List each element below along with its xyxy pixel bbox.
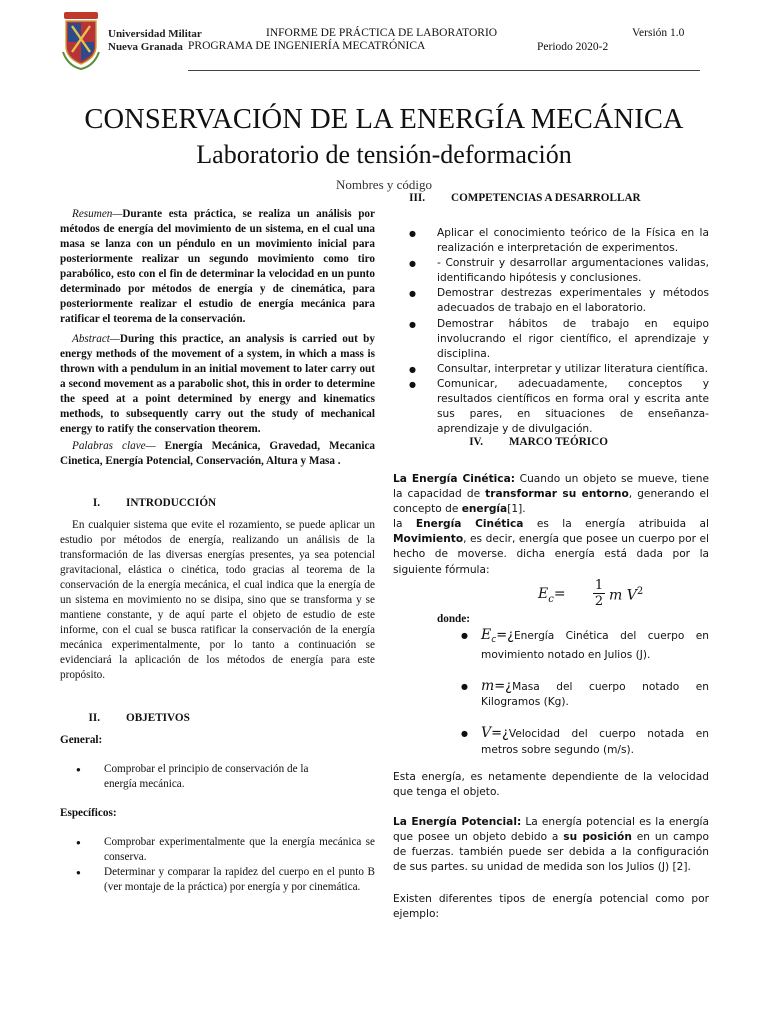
definition-item [437,628,709,663]
definition-mark: =¿ [491,726,509,742]
formula-rhs: m V [609,587,637,604]
section-heading-introduccion [60,497,375,509]
period-label: Periodo 2020-2 [537,41,609,53]
formula-numerator: 1 [594,578,604,593]
list-item: ● Aplicar el conocimiento teórico de la Física en la realización e interpretación de experimentos. [393,226,709,256]
kinetic-emphasis: Energía Cinética [415,518,524,531]
logo-banner [64,12,98,19]
potential-types-paragraph: Existen diferentes tipos de energía potencial como por ejemplo: [393,893,709,921]
kinetic-text: es la energía atribuida al [523,518,709,531]
abstract-paragraph [60,332,375,437]
introduccion-text: En cualquier sistema que evite el rozamiento, se puede aplicar un estudio por métodos de energía, realizando un análisis de la transformación de las diversas energías presentes, ya sea potencial gravitacional, elástica o cinética, todo gracias al teorema de la conservación de la energía mecánica, el cual indica que la energía de un sistema en movimiento no se disipa, sino que se transforma y se mantiene constante, y de aquí parte el objeto de estudio de este informe, con el cual se busca ratificar la conservación de la energía mecánica experimentalmente, por lo tanto a continuación se evidenciará la aplicación de los métodos de energía para este propósito. [60,519,375,681]
university-name-line2: Nueva Granada [108,41,183,53]
kinetic-paragraph [393,472,709,578]
university-name-line1: Universidad Militar [108,28,202,40]
objetivos-block [60,733,375,895]
competencias-list [393,226,709,437]
list-item: ● Demostrar hábitos de trabajo en equipo involucrando el rigor científico, el aprendizaje y disciplina. [393,317,709,362]
general-label: General: [60,734,103,746]
resumen-dash: — [112,208,123,220]
resumen-paragraph [60,207,375,327]
formula-exponent: 2 [636,586,644,597]
competencias-block [393,226,709,437]
kinetic-citation: [1]. [507,503,526,516]
kinetic-emphasis: Movimiento [393,533,464,546]
especificos-list [60,835,375,895]
formula-denominator: 2 [594,594,604,609]
formula-subscript: c [548,593,554,605]
definition-text: Masa del cuerpo notado en Kilogramos (Kg). [481,681,709,709]
logo-quarter [68,23,81,42]
keywords-label: Palabras clave [72,440,146,452]
section-title: COMPETENCIAS A DESARROLLAR [451,192,641,204]
introduccion-paragraph [60,518,375,683]
potential-label: La Energía Potencial: [393,816,522,828]
kinetic-text: Cuando un objeto se mueve, tiene la capacidad de [393,473,709,501]
kinetic-label: La Energía Cinética: [393,473,515,485]
section-number: III. [409,192,425,204]
potential-emphasis: su posición [563,831,632,844]
section-heading-marco [393,436,709,448]
kinetic-text: , es decir, energía que posee un cuerpo por el hecho de moverse. dicha energía está dada por la siguiente fórmula: [393,533,709,576]
section-title: MARCO TEÓRICO [509,436,608,448]
list-item: ● Demostrar destrezas experimentales y métodos adecuados de trabajo en el laboratorio. [393,286,709,316]
section-title: OBJETIVOS [126,712,190,724]
definition-mark: =¿ [496,628,514,643]
potential-text: en un campo de fuerzas. también puede ser debida a la configuración de sus partes. su unidad de medida son los Julios (J) [2]. [393,831,709,874]
formula-fraction [593,578,605,609]
definitions-block [437,628,709,758]
list-item: ● Comprobar el principio de conservación de la energía mecánica. [60,762,375,792]
kinetic-emphasis: transformar su entorno [485,488,629,501]
bullet-icon: ● [461,631,468,640]
definition-symbol: E [481,627,492,643]
keywords-dash: — [145,440,165,452]
header-divider [188,70,700,71]
section-number: IV. [469,436,483,448]
potential-paragraph [393,815,709,875]
formula-equals: = [553,586,566,602]
keywords-text: Energía Mecánica, Gravedad, Mecanica Cinetica, Energía Potencial, Conservación, Altura y Masa . [60,440,376,467]
list-item: ● Determinar y comparar la rapidez del cuerpo en el punto B (ver montaje de la práctica) por energía y por cinemática. [60,865,375,895]
section-heading-objetivos [60,712,375,724]
formula-symbol: E [538,586,549,602]
document-subtitle: Laboratorio de tensión-deformación [196,140,572,169]
especificos-label: Específicos: [60,807,117,819]
definition-text: Energía Cinética del cuerpo en movimiento notado en Julios (J). [481,630,709,662]
abstract-text: During this practice, an analysis is carried out by energy methods of the movement of a system, in which a mass is thrown with a pendulum in an initial movement to later carry out a second movement as a parabolic shot, this in order to determine the speed at a point determined by energy and kinematics methods, to subsequently carry out the study of mechanical energy to ratify the conservation theorem. [60,333,375,435]
version-label: Versión 1.0 [632,27,685,39]
names-and-code: Nombres y código [335,177,433,192]
definition-text: Velocidad del cuerpo notada en metros sobre segundo (m/s). [481,728,709,756]
keywords-paragraph [60,439,375,469]
section-number: II. [88,712,100,724]
bullet-icon: ● [461,682,468,692]
abstract-dash: — [109,333,120,345]
list-item: ● - Construir y desarrollar argumentaciones validas, identificando hipótesis y conclusiones. [393,256,709,286]
kinetic-text: la [393,518,416,531]
kinetic-text: , generando el concepto de [393,488,709,516]
kinetic-emphasis: energía [461,503,508,516]
list-item: ● Comunicar, adecuadamente, conceptos y resultados científicos en forma oral y escrita ante sus pares, en situaciones de enseñanza- aprendizaje y de divulgación. [393,377,709,437]
abstract-label: Abstract [72,333,110,345]
bullet-icon: ● [461,729,468,739]
section-heading-competencias [393,192,709,204]
velocity-dependence-paragraph: Esta energía, es netamente dependiente de la velocidad que tenga el objeto. [393,771,709,799]
list-item: ● Comprobar experimentalmente que la energía mecánica se conserva. [60,835,375,865]
section-number: I. [92,497,100,509]
general-list [60,762,375,792]
resumen-label: Resumen [72,208,113,220]
section-title: INTRODUCCIÓN [126,497,217,509]
list-item: ● Consultar, interpretar y utilizar literatura científica. [393,362,709,377]
donde-label: donde: [437,613,470,625]
definition-symbol: m [481,678,495,695]
program-name: PROGRAMA DE INGENIERÍA MECATRÓNICA [188,40,426,52]
definition-subscript: c [491,635,497,646]
definition-symbol: V [481,725,492,742]
resumen-text: Durante esta práctica, se realiza un análisis por métodos de energía del movimiento de un sistema, en el cual una masa se lanza con un péndulo en un movimiento inicial para posteriormente realizar un segundo movimiento como tiro parabólico, esto con el fin de determinar la velocidad en un punto determinado por métodos de energía y de cinemática, para posteriormente realizar el estudio de energía mecánica para ratificar el teorema de la conservación. [60,208,375,325]
definition-item [437,679,709,710]
university-logo [60,12,102,70]
document-title: CONSERVACIÓN DE LA ENERGÍA MECÁNICA [84,104,684,135]
definition-item [437,726,709,757]
potential-text: La energía potencial es la energía que posee un objeto debido a [393,816,709,844]
definition-mark: =¿ [494,679,513,695]
report-title: INFORME DE PRÁCTICA DE LABORATORIO [266,27,498,39]
